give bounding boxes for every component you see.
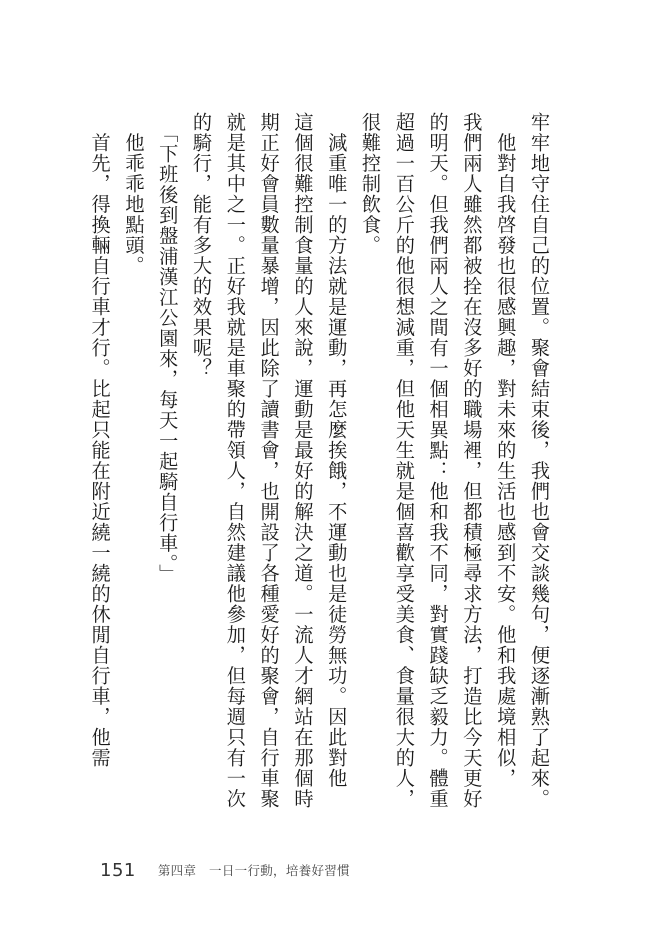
text-column-11: 的騎行，能有多大的效果呢？ bbox=[190, 112, 214, 379]
chapter-title: 第四章 一日一行動，培養好習慣 bbox=[157, 863, 350, 878]
text-column-1: 牢牢地守住自己的位置。聚會結束後，我們也會交談幾句，便逐漸熟了起來。 bbox=[528, 112, 551, 809]
text-column-14: 首先，得換輛自行車才行。比起只能在附近繞一繞的休閒自行車，他需 bbox=[88, 112, 112, 768]
text-column-2: 他對自我啓發也很感興趣，對未來的生活也感到不安。他和我處境相似， bbox=[494, 112, 518, 789]
text-column-12: 「下班後到盤浦漢江公園來，每天一起騎自行車。」 bbox=[156, 112, 180, 585]
text-column-5: 超過一百公斤的他很想減重，但他天生就是個喜歡享受美食、食量很大的人， bbox=[392, 112, 416, 809]
text-column-3: 我們兩人雖然都被拴在沒多好的職場裡，但都積極尋求方法，打造比今天更好 bbox=[460, 112, 484, 809]
text-column-10: 就是其中之一。正好我就是車聚的帶領人，自然建議他參加，但每週只有一次 bbox=[223, 112, 247, 809]
text-column-8: 這個很難控制食量的人來說，運動是最好的解決之道。一流人才網站在那個時 bbox=[291, 112, 315, 809]
text-column-7: 減重唯一的方法就是運動，再怎麼挨餓，不運動也是徒勞無功。因此對他 bbox=[325, 112, 349, 789]
text-column-13: 他乖乖地點頭。 bbox=[122, 112, 146, 276]
page-footer bbox=[100, 858, 350, 882]
body-text bbox=[88, 112, 556, 809]
text-column-4: 的明天。但我們兩人之間有一個相異點：他和我不同，對實踐缺乏毅力。體重 bbox=[426, 112, 450, 809]
text-column-6: 很難控制飲食。 bbox=[359, 112, 383, 256]
text-column-9: 期正好會員數量暴增，因此除了讀書會，也開設了各種愛好的聚會，自行車聚 bbox=[257, 112, 281, 809]
page-number: 151 bbox=[100, 859, 136, 881]
